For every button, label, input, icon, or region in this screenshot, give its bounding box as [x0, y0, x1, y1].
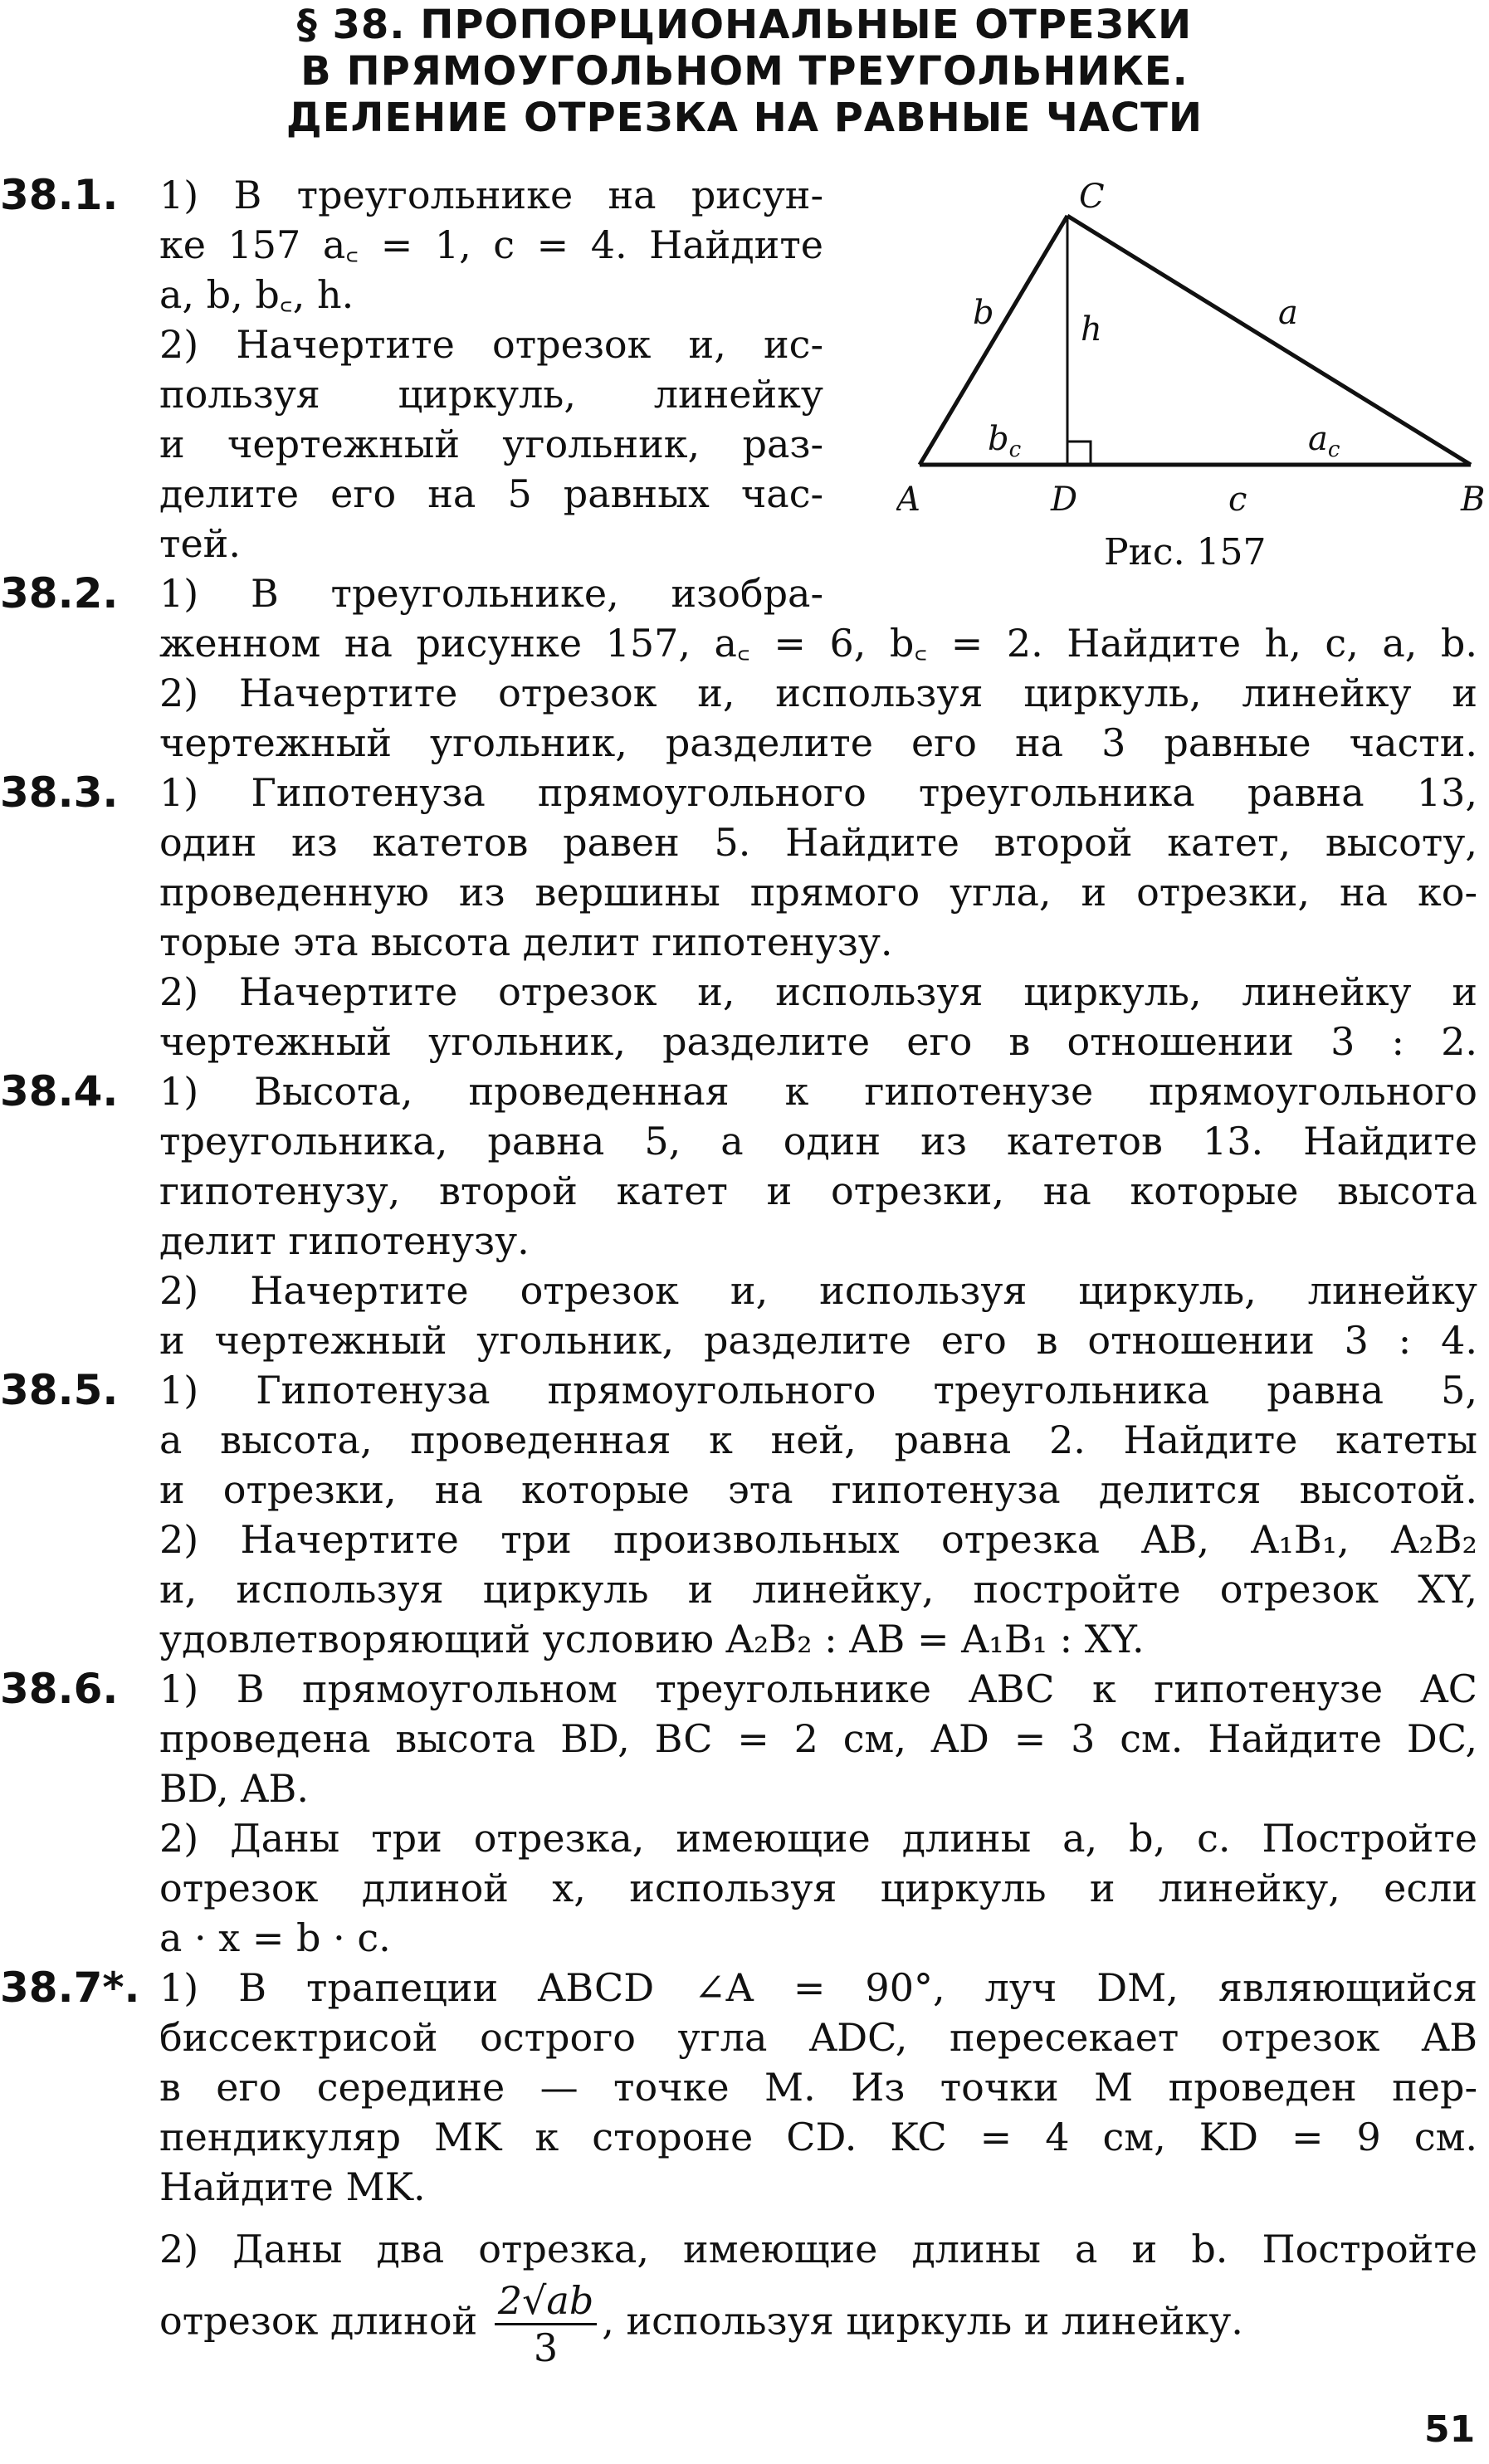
text-line: гипотенузу, второй катет и отрезки, на которые высота	[159, 1169, 1477, 1213]
text-line: удовлетворяющий условию A₂B₂ : AB = A₁B₁ : XY.	[159, 1617, 1145, 1661]
text-line: 2) Даны два отрезка, имеющие длины a и b. Постройте	[159, 2227, 1477, 2271]
text-line: и чертежный угольник, разделите его в отношении 3 : 4.	[159, 1318, 1477, 1363]
text-line: a, b, b꜀, h.	[159, 272, 354, 317]
problem-number: 38.5.	[0, 1366, 119, 1414]
text-line: треугольника, равна 5, а один из катетов 13. Найдите	[159, 1119, 1477, 1164]
text-line: проведена высота BD, BC = 2 см, AD = 3 см. Найдите DC,	[159, 1716, 1477, 1761]
section-title-line-3: ДЕЛЕНИЕ ОТРЕЗКА НА РАВНЫЕ ЧАСТИ	[286, 95, 1203, 141]
label-bc: $b_c$	[988, 420, 1022, 462]
page-number: 51	[1424, 2408, 1476, 2451]
text-line: и чертежный угольник, раз-	[159, 422, 823, 466]
text-line: и, используя циркуль и линейку, постройте отрезок XY,	[159, 1567, 1477, 1612]
text-line: 2) Начертите три произвольных отрезка AB, A₁B₁, A₂B₂	[159, 1517, 1477, 1562]
text-line: 2) Начертите отрезок и, ис-	[159, 322, 823, 367]
text-line: делите его на 5 равных час-	[159, 471, 823, 516]
section-title-line-1: § 38. ПРОПОРЦИОНАЛЬНЫЕ ОТРЕЗКИ	[296, 2, 1193, 48]
text-line: BD, AB.	[159, 1766, 309, 1811]
text-line: женном на рисунке 157, a꜀ = 6, b꜀ = 2. Найдите h, c, a, b.	[159, 621, 1477, 666]
text-line: 1) Гипотенуза прямоугольного треугольника равна 5,	[159, 1368, 1477, 1413]
text-line: тей.	[159, 521, 241, 566]
text-line: пользуя циркуль, линейку	[159, 372, 823, 417]
label-a: a	[1278, 294, 1298, 332]
problem-number: 38.1.	[0, 171, 119, 219]
figure-caption: Рис. 157	[1104, 531, 1267, 573]
text-line: отрезок длиной x, используя циркуль и линейку, если	[159, 1866, 1477, 1910]
text-line: 1) Высота, проведенная к гипотенузе прямоугольного	[159, 1069, 1477, 1114]
fraction-denominator: 3	[533, 2325, 559, 2370]
right-angle-mark	[1067, 442, 1091, 465]
problem-number: 38.2.	[0, 569, 119, 617]
label-ac: $a_c$	[1308, 420, 1340, 462]
label-c: c	[1228, 481, 1247, 519]
text-line: чертежный угольник, разделите его в отношении 3 : 2.	[159, 1019, 1477, 1064]
text-line: и отрезки, на которые эта гипотенуза делится высотой.	[159, 1467, 1477, 1512]
problem-number: 38.4.	[0, 1067, 119, 1115]
text-line: Найдите MK.	[159, 2164, 426, 2209]
fraction-numerator: 2√ab	[495, 2278, 597, 2325]
label-C: C	[1079, 178, 1105, 216]
text-line: 1) В трапеции ABCD ∠A = 90°, луч DM, являющийся	[159, 1965, 1477, 2010]
text-line: делит гипотенузу.	[159, 1218, 530, 1263]
text-line: а высота, проведенная к ней, равна 2. Найдите катеты	[159, 1417, 1477, 1462]
text-line: a · x = b · c.	[159, 1915, 391, 1960]
label-D: D	[1051, 481, 1078, 519]
text-line: ке 157 a꜀ = 1, c = 4. Найдите	[159, 222, 823, 267]
label-h: h	[1081, 310, 1102, 349]
text-line: 2) Начертите отрезок и, используя циркуль, линейку	[159, 1268, 1477, 1313]
text-line: один из катетов равен 5. Найдите второй катет, высоту,	[159, 820, 1477, 865]
fraction-line	[159, 2278, 1243, 2370]
text-line: 2) Даны три отрезка, имеющие длины a, b, c. Постройте	[159, 1816, 1477, 1861]
problem-number: 38.3.	[0, 768, 119, 817]
label-A: A	[896, 481, 920, 519]
text-line: 1) В треугольнике, изобра-	[159, 571, 823, 616]
text-line: 1) Гипотенуза прямоугольного треугольника равна 13,	[159, 770, 1477, 815]
label-B: B	[1461, 481, 1486, 519]
text-line: 2) Начертите отрезок и, используя циркуль, линейку и	[159, 671, 1477, 715]
fraction	[495, 2278, 597, 2370]
text-line: 2) Начертите отрезок и, используя циркуль, линейку и	[159, 969, 1477, 1014]
section-title-line-2: В ПРЯМОУГОЛЬНОМ ТРЕУГОЛЬНИКЕ.	[300, 48, 1189, 95]
text-after-fraction: , используя циркуль и линейку.	[602, 2298, 1243, 2344]
side-CB	[1067, 216, 1471, 465]
figure-157-triangle	[896, 174, 1489, 523]
label-b: b	[973, 294, 994, 332]
text-before-fraction: отрезок длиной	[159, 2298, 478, 2344]
text-line: чертежный угольник, разделите его на 3 равные части.	[159, 720, 1477, 765]
text-line: пендикуляр MK к стороне CD. KC = 4 см, KD = 9 см.	[159, 2115, 1477, 2159]
problem-number: 38.6.	[0, 1665, 119, 1713]
text-line: в его середине — точке M. Из точки M проведен пер-	[159, 2065, 1477, 2110]
text-line: торые эта высота делит гипотенузу.	[159, 920, 893, 964]
text-line: биссектрисой острого угла ADC, пересекает отрезок AB	[159, 2015, 1477, 2060]
problem-number: 38.7*.	[0, 1964, 140, 2012]
text-line: 1) В треугольнике на рисун-	[159, 173, 823, 217]
text-line: 1) В прямоугольном треугольнике ABC к гипотенузе AC	[159, 1666, 1477, 1711]
text-line: проведенную из вершины прямого угла, и отрезки, на ко-	[159, 870, 1477, 915]
